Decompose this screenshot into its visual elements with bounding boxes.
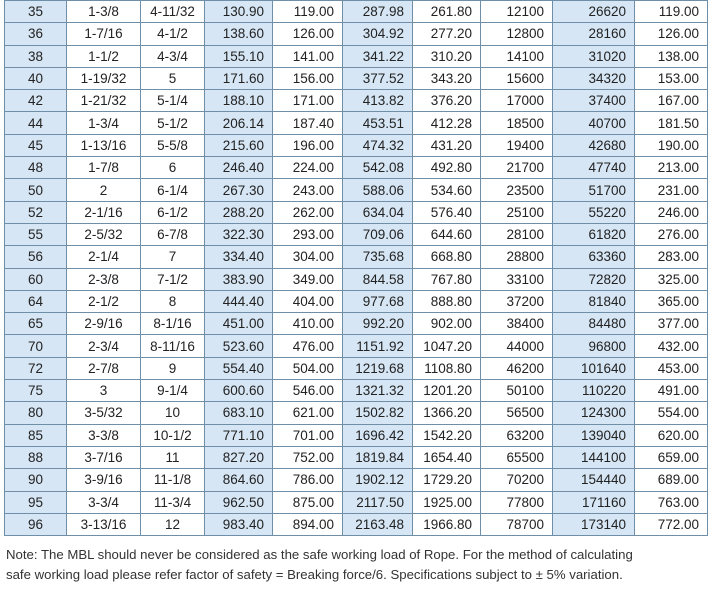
cell-size-mm: 35 xyxy=(5,1,67,23)
cell-mbl-lbs: 154440 xyxy=(553,469,635,491)
cell-mbl-kg: 12800 xyxy=(481,23,553,45)
cell-diameter-inch: 3-3/4 xyxy=(67,491,141,513)
cell-col-10: 276.00 xyxy=(635,223,708,245)
table-row xyxy=(5,513,708,535)
cell-diameter-inch: 3-9/16 xyxy=(67,469,141,491)
cell-mbl-kg: 46200 xyxy=(481,357,553,379)
cell-circumference-inch: 11-3/4 xyxy=(141,491,205,513)
cell-mbl-kg: 21700 xyxy=(481,157,553,179)
cell-size-mm: 80 xyxy=(5,402,67,424)
cell-mbl-kn-a: 453.51 xyxy=(343,112,413,134)
cell-col-10: 283.00 xyxy=(635,246,708,268)
cell-weight-lb-per-100ft: 126.00 xyxy=(273,23,343,45)
cell-mbl-kn-a: 413.82 xyxy=(343,90,413,112)
cell-circumference-inch: 7-1/2 xyxy=(141,268,205,290)
cell-size-mm: 72 xyxy=(5,357,67,379)
cell-circumference-inch: 6-7/8 xyxy=(141,223,205,245)
cell-col-10: 772.00 xyxy=(635,513,708,535)
cell-col-10: 119.00 xyxy=(635,1,708,23)
table-row xyxy=(5,402,708,424)
table-row xyxy=(5,469,708,491)
cell-weight-lb-per-100ft: 156.00 xyxy=(273,67,343,89)
cell-diameter-inch: 2-7/8 xyxy=(67,357,141,379)
footnote xyxy=(6,545,708,585)
cell-circumference-inch: 12 xyxy=(141,513,205,535)
cell-col-10: 689.00 xyxy=(635,469,708,491)
cell-col-10: 167.00 xyxy=(635,90,708,112)
cell-col-10: 365.00 xyxy=(635,290,708,312)
cell-mbl-kn-b: 576.40 xyxy=(413,201,481,223)
cell-mbl-lbs: 63360 xyxy=(553,246,635,268)
table-row xyxy=(5,335,708,357)
cell-circumference-inch: 8-11/16 xyxy=(141,335,205,357)
cell-mbl-kn-b: 492.80 xyxy=(413,157,481,179)
cell-size-mm: 60 xyxy=(5,268,67,290)
cell-weight-kg-per-100m: 554.40 xyxy=(205,357,273,379)
cell-size-mm: 42 xyxy=(5,90,67,112)
table-row xyxy=(5,313,708,335)
cell-mbl-kn-a: 1321.32 xyxy=(343,380,413,402)
cell-diameter-inch: 1-7/8 xyxy=(67,157,141,179)
cell-weight-lb-per-100ft: 786.00 xyxy=(273,469,343,491)
cell-col-10: 213.00 xyxy=(635,157,708,179)
cell-circumference-inch: 7 xyxy=(141,246,205,268)
cell-mbl-kn-a: 588.06 xyxy=(343,179,413,201)
cell-circumference-inch: 6-1/2 xyxy=(141,201,205,223)
cell-circumference-inch: 5-1/2 xyxy=(141,112,205,134)
cell-diameter-inch: 1-1/2 xyxy=(67,45,141,67)
cell-weight-kg-per-100m: 206.14 xyxy=(205,112,273,134)
cell-mbl-kn-b: 902.00 xyxy=(413,313,481,335)
cell-weight-lb-per-100ft: 196.00 xyxy=(273,134,343,156)
cell-mbl-lbs: 51700 xyxy=(553,179,635,201)
cell-mbl-kn-b: 1542.20 xyxy=(413,424,481,446)
table-row xyxy=(5,112,708,134)
cell-weight-lb-per-100ft: 410.00 xyxy=(273,313,343,335)
cell-mbl-lbs: 171160 xyxy=(553,491,635,513)
cell-weight-lb-per-100ft: 293.00 xyxy=(273,223,343,245)
cell-mbl-kn-a: 2163.48 xyxy=(343,513,413,535)
cell-mbl-kg: 18500 xyxy=(481,112,553,134)
cell-weight-kg-per-100m: 246.40 xyxy=(205,157,273,179)
cell-mbl-lbs: 47740 xyxy=(553,157,635,179)
cell-weight-lb-per-100ft: 752.00 xyxy=(273,446,343,468)
cell-circumference-inch: 10 xyxy=(141,402,205,424)
cell-col-10: 377.00 xyxy=(635,313,708,335)
cell-mbl-lbs: 28160 xyxy=(553,23,635,45)
cell-size-mm: 70 xyxy=(5,335,67,357)
cell-diameter-inch: 2-1/16 xyxy=(67,201,141,223)
cell-size-mm: 96 xyxy=(5,513,67,535)
cell-circumference-inch: 8-1/16 xyxy=(141,313,205,335)
table-body xyxy=(5,1,708,536)
cell-size-mm: 90 xyxy=(5,469,67,491)
cell-diameter-inch: 1-7/16 xyxy=(67,23,141,45)
cell-weight-kg-per-100m: 138.60 xyxy=(205,23,273,45)
cell-mbl-kg: 38400 xyxy=(481,313,553,335)
cell-mbl-lbs: 173140 xyxy=(553,513,635,535)
cell-mbl-kg: 77800 xyxy=(481,491,553,513)
table-row xyxy=(5,201,708,223)
cell-mbl-lbs: 40700 xyxy=(553,112,635,134)
table-row xyxy=(5,491,708,513)
cell-col-10: 491.00 xyxy=(635,380,708,402)
cell-circumference-inch: 5 xyxy=(141,67,205,89)
cell-mbl-kn-a: 735.68 xyxy=(343,246,413,268)
table-row xyxy=(5,67,708,89)
cell-weight-lb-per-100ft: 701.00 xyxy=(273,424,343,446)
cell-mbl-kn-a: 341.22 xyxy=(343,45,413,67)
cell-circumference-inch: 8 xyxy=(141,290,205,312)
cell-mbl-kn-a: 304.92 xyxy=(343,23,413,45)
cell-weight-kg-per-100m: 188.10 xyxy=(205,90,273,112)
cell-diameter-inch: 1-19/32 xyxy=(67,67,141,89)
cell-diameter-inch: 3-3/8 xyxy=(67,424,141,446)
cell-mbl-lbs: 61820 xyxy=(553,223,635,245)
cell-mbl-kn-b: 1966.80 xyxy=(413,513,481,535)
cell-circumference-inch: 10-1/2 xyxy=(141,424,205,446)
cell-col-10: 554.00 xyxy=(635,402,708,424)
table-row xyxy=(5,268,708,290)
cell-mbl-kg: 56500 xyxy=(481,402,553,424)
cell-mbl-kn-b: 1366.20 xyxy=(413,402,481,424)
cell-circumference-inch: 5-1/4 xyxy=(141,90,205,112)
cell-diameter-inch: 2-9/16 xyxy=(67,313,141,335)
cell-weight-kg-per-100m: 288.20 xyxy=(205,201,273,223)
cell-diameter-inch: 1-21/32 xyxy=(67,90,141,112)
cell-mbl-kg: 25100 xyxy=(481,201,553,223)
cell-mbl-kn-b: 1729.20 xyxy=(413,469,481,491)
cell-circumference-inch: 4-1/2 xyxy=(141,23,205,45)
cell-mbl-kn-b: 1108.80 xyxy=(413,357,481,379)
cell-mbl-lbs: 26620 xyxy=(553,1,635,23)
cell-mbl-kn-b: 644.60 xyxy=(413,223,481,245)
cell-size-mm: 64 xyxy=(5,290,67,312)
cell-diameter-inch: 3 xyxy=(67,380,141,402)
cell-mbl-kg: 78700 xyxy=(481,513,553,535)
cell-diameter-inch: 2-5/32 xyxy=(67,223,141,245)
cell-size-mm: 52 xyxy=(5,201,67,223)
cell-mbl-kn-b: 1201.20 xyxy=(413,380,481,402)
cell-col-10: 659.00 xyxy=(635,446,708,468)
cell-mbl-lbs: 42680 xyxy=(553,134,635,156)
table-row xyxy=(5,157,708,179)
cell-mbl-lbs: 55220 xyxy=(553,201,635,223)
cell-size-mm: 50 xyxy=(5,179,67,201)
cell-mbl-kn-b: 668.80 xyxy=(413,246,481,268)
cell-mbl-kn-a: 287.98 xyxy=(343,1,413,23)
cell-weight-lb-per-100ft: 546.00 xyxy=(273,380,343,402)
cell-weight-lb-per-100ft: 171.00 xyxy=(273,90,343,112)
cell-mbl-lbs: 96800 xyxy=(553,335,635,357)
table-row xyxy=(5,134,708,156)
cell-size-mm: 48 xyxy=(5,157,67,179)
cell-mbl-kn-a: 709.06 xyxy=(343,223,413,245)
cell-weight-kg-per-100m: 983.40 xyxy=(205,513,273,535)
cell-circumference-inch: 4-11/32 xyxy=(141,1,205,23)
cell-weight-kg-per-100m: 171.60 xyxy=(205,67,273,89)
cell-mbl-kn-b: 1047.20 xyxy=(413,335,481,357)
table-row xyxy=(5,424,708,446)
cell-weight-kg-per-100m: 771.10 xyxy=(205,424,273,446)
table-row xyxy=(5,380,708,402)
cell-weight-kg-per-100m: 267.30 xyxy=(205,179,273,201)
cell-diameter-inch: 2-1/2 xyxy=(67,290,141,312)
cell-col-10: 453.00 xyxy=(635,357,708,379)
cell-mbl-lbs: 101640 xyxy=(553,357,635,379)
cell-mbl-lbs: 31020 xyxy=(553,45,635,67)
cell-mbl-kn-a: 542.08 xyxy=(343,157,413,179)
cell-weight-lb-per-100ft: 894.00 xyxy=(273,513,343,535)
cell-col-10: 190.00 xyxy=(635,134,708,156)
cell-mbl-kg: 28100 xyxy=(481,223,553,245)
cell-mbl-kn-b: 376.20 xyxy=(413,90,481,112)
cell-circumference-inch: 6 xyxy=(141,157,205,179)
cell-mbl-kn-a: 977.68 xyxy=(343,290,413,312)
cell-circumference-inch: 5-5/8 xyxy=(141,134,205,156)
cell-weight-lb-per-100ft: 349.00 xyxy=(273,268,343,290)
cell-size-mm: 40 xyxy=(5,67,67,89)
cell-mbl-lbs: 110220 xyxy=(553,380,635,402)
cell-mbl-kn-b: 534.60 xyxy=(413,179,481,201)
cell-weight-kg-per-100m: 827.20 xyxy=(205,446,273,468)
table-row xyxy=(5,179,708,201)
table-row xyxy=(5,446,708,468)
cell-mbl-kn-b: 277.20 xyxy=(413,23,481,45)
cell-weight-kg-per-100m: 130.90 xyxy=(205,1,273,23)
cell-circumference-inch: 11 xyxy=(141,446,205,468)
cell-mbl-kn-b: 310.20 xyxy=(413,45,481,67)
cell-mbl-kg: 15600 xyxy=(481,67,553,89)
cell-col-10: 432.00 xyxy=(635,335,708,357)
cell-mbl-kn-b: 1654.40 xyxy=(413,446,481,468)
cell-size-mm: 95 xyxy=(5,491,67,513)
table-row xyxy=(5,45,708,67)
cell-diameter-inch: 2-1/4 xyxy=(67,246,141,268)
cell-col-10: 620.00 xyxy=(635,424,708,446)
cell-mbl-kn-a: 1902.12 xyxy=(343,469,413,491)
cell-size-mm: 85 xyxy=(5,424,67,446)
cell-circumference-inch: 11-1/8 xyxy=(141,469,205,491)
cell-weight-lb-per-100ft: 304.00 xyxy=(273,246,343,268)
cell-weight-kg-per-100m: 334.40 xyxy=(205,246,273,268)
cell-size-mm: 65 xyxy=(5,313,67,335)
cell-col-10: 153.00 xyxy=(635,67,708,89)
cell-circumference-inch: 6-1/4 xyxy=(141,179,205,201)
cell-diameter-inch: 1-13/16 xyxy=(67,134,141,156)
cell-weight-lb-per-100ft: 504.00 xyxy=(273,357,343,379)
cell-size-mm: 55 xyxy=(5,223,67,245)
cell-weight-kg-per-100m: 864.60 xyxy=(205,469,273,491)
cell-size-mm: 36 xyxy=(5,23,67,45)
table-row xyxy=(5,246,708,268)
cell-mbl-kn-a: 1219.68 xyxy=(343,357,413,379)
cell-mbl-lbs: 84480 xyxy=(553,313,635,335)
cell-mbl-kg: 37200 xyxy=(481,290,553,312)
cell-diameter-inch: 2-3/8 xyxy=(67,268,141,290)
cell-diameter-inch: 2-3/4 xyxy=(67,335,141,357)
cell-mbl-kg: 19400 xyxy=(481,134,553,156)
table-row xyxy=(5,23,708,45)
cell-mbl-kn-b: 767.80 xyxy=(413,268,481,290)
cell-diameter-inch: 1-3/8 xyxy=(67,1,141,23)
cell-diameter-inch: 3-5/32 xyxy=(67,402,141,424)
cell-mbl-kg: 28800 xyxy=(481,246,553,268)
cell-mbl-kn-b: 412.28 xyxy=(413,112,481,134)
cell-weight-kg-per-100m: 322.30 xyxy=(205,223,273,245)
rope-spec-table xyxy=(4,0,708,536)
cell-weight-kg-per-100m: 600.60 xyxy=(205,380,273,402)
cell-col-10: 325.00 xyxy=(635,268,708,290)
cell-weight-lb-per-100ft: 262.00 xyxy=(273,201,343,223)
cell-mbl-kg: 70200 xyxy=(481,469,553,491)
cell-circumference-inch: 4-3/4 xyxy=(141,45,205,67)
cell-mbl-lbs: 72820 xyxy=(553,268,635,290)
cell-diameter-inch: 3-13/16 xyxy=(67,513,141,535)
cell-mbl-kn-b: 261.80 xyxy=(413,1,481,23)
table-row xyxy=(5,223,708,245)
cell-mbl-lbs: 124300 xyxy=(553,402,635,424)
cell-size-mm: 75 xyxy=(5,380,67,402)
cell-mbl-kg: 44000 xyxy=(481,335,553,357)
cell-mbl-lbs: 144100 xyxy=(553,446,635,468)
cell-mbl-kn-a: 1502.82 xyxy=(343,402,413,424)
cell-col-10: 246.00 xyxy=(635,201,708,223)
cell-weight-lb-per-100ft: 476.00 xyxy=(273,335,343,357)
cell-weight-kg-per-100m: 523.60 xyxy=(205,335,273,357)
cell-mbl-kg: 23500 xyxy=(481,179,553,201)
cell-mbl-kg: 50100 xyxy=(481,380,553,402)
table-row xyxy=(5,90,708,112)
cell-circumference-inch: 9-1/4 xyxy=(141,380,205,402)
cell-mbl-kn-a: 474.32 xyxy=(343,134,413,156)
cell-weight-kg-per-100m: 383.90 xyxy=(205,268,273,290)
cell-weight-lb-per-100ft: 875.00 xyxy=(273,491,343,513)
cell-size-mm: 45 xyxy=(5,134,67,156)
cell-mbl-kg: 17000 xyxy=(481,90,553,112)
cell-col-10: 138.00 xyxy=(635,45,708,67)
cell-mbl-kn-a: 844.58 xyxy=(343,268,413,290)
cell-size-mm: 38 xyxy=(5,45,67,67)
cell-weight-lb-per-100ft: 119.00 xyxy=(273,1,343,23)
cell-mbl-lbs: 37400 xyxy=(553,90,635,112)
footnote-line-1: Note: The MBL should never be considered as the safe working load of Rope. For the method of calculating xyxy=(6,547,633,562)
cell-mbl-kg: 63200 xyxy=(481,424,553,446)
cell-weight-kg-per-100m: 215.60 xyxy=(205,134,273,156)
table-row xyxy=(5,1,708,23)
cell-weight-kg-per-100m: 683.10 xyxy=(205,402,273,424)
cell-mbl-kn-b: 888.80 xyxy=(413,290,481,312)
cell-mbl-lbs: 81840 xyxy=(553,290,635,312)
cell-mbl-kn-a: 1819.84 xyxy=(343,446,413,468)
cell-weight-kg-per-100m: 444.40 xyxy=(205,290,273,312)
cell-mbl-kg: 12100 xyxy=(481,1,553,23)
cell-weight-lb-per-100ft: 621.00 xyxy=(273,402,343,424)
cell-weight-lb-per-100ft: 141.00 xyxy=(273,45,343,67)
cell-mbl-kn-b: 343.20 xyxy=(413,67,481,89)
cell-weight-lb-per-100ft: 224.00 xyxy=(273,157,343,179)
table-row xyxy=(5,290,708,312)
cell-col-10: 763.00 xyxy=(635,491,708,513)
cell-diameter-inch: 3-7/16 xyxy=(67,446,141,468)
cell-col-10: 181.50 xyxy=(635,112,708,134)
cell-mbl-kn-b: 431.20 xyxy=(413,134,481,156)
cell-mbl-kn-a: 1696.42 xyxy=(343,424,413,446)
cell-circumference-inch: 9 xyxy=(141,357,205,379)
cell-col-10: 231.00 xyxy=(635,179,708,201)
cell-weight-kg-per-100m: 155.10 xyxy=(205,45,273,67)
cell-mbl-kn-a: 634.04 xyxy=(343,201,413,223)
cell-weight-kg-per-100m: 451.00 xyxy=(205,313,273,335)
cell-mbl-kg: 65500 xyxy=(481,446,553,468)
cell-mbl-kn-b: 1925.00 xyxy=(413,491,481,513)
cell-col-10: 126.00 xyxy=(635,23,708,45)
cell-mbl-lbs: 139040 xyxy=(553,424,635,446)
cell-mbl-lbs: 34320 xyxy=(553,67,635,89)
cell-diameter-inch: 2 xyxy=(67,179,141,201)
cell-size-mm: 56 xyxy=(5,246,67,268)
cell-mbl-kg: 14100 xyxy=(481,45,553,67)
cell-weight-lb-per-100ft: 187.40 xyxy=(273,112,343,134)
table-row xyxy=(5,357,708,379)
cell-mbl-kn-a: 377.52 xyxy=(343,67,413,89)
cell-mbl-kn-a: 1151.92 xyxy=(343,335,413,357)
cell-diameter-inch: 1-3/4 xyxy=(67,112,141,134)
cell-size-mm: 88 xyxy=(5,446,67,468)
cell-mbl-kn-a: 2117.50 xyxy=(343,491,413,513)
footnote-line-2: safe working load please refer factor of safety = Breaking force/6. Specifications subject to ± 5% variation. xyxy=(6,567,623,582)
cell-size-mm: 44 xyxy=(5,112,67,134)
cell-weight-kg-per-100m: 962.50 xyxy=(205,491,273,513)
cell-weight-lb-per-100ft: 243.00 xyxy=(273,179,343,201)
cell-mbl-kg: 33100 xyxy=(481,268,553,290)
cell-weight-lb-per-100ft: 404.00 xyxy=(273,290,343,312)
cell-mbl-kn-a: 992.20 xyxy=(343,313,413,335)
